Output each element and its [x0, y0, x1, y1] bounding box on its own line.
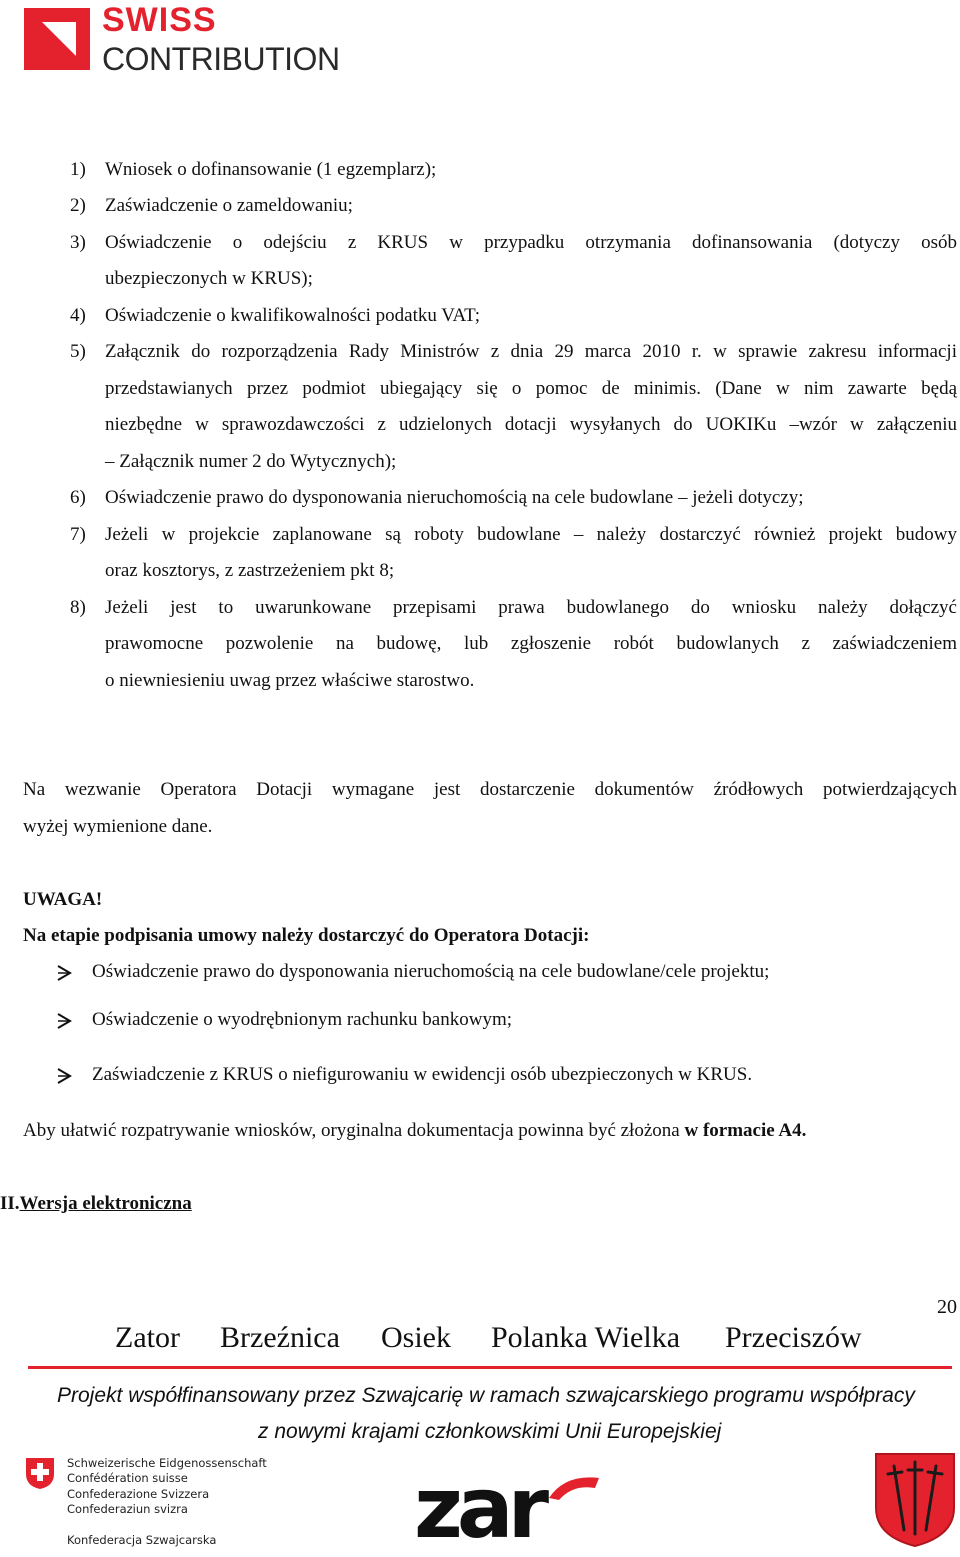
section-heading [0, 1192, 192, 1216]
cofinancing-note: Projekt współfinansowany przez Szwajcarię w ramach szwajcarskiego programu współpracy [57, 1384, 915, 1407]
list-number: 7) [70, 524, 86, 545]
list-item-text: prawomocne pozwolenie na budowę, lub zgłoszenie robót budowlanych z zaświadczeniem [105, 633, 957, 654]
a4-note-bold: w formacie A4. [684, 1120, 807, 1141]
a4-note-text: Aby ułatwić rozpatrywanie wniosków, oryginalna dokumentacja powinna być złożona [23, 1120, 685, 1141]
list-item-text: Jeżeli jest to uwarunkowane przepisami prawa budowlanego do wniosku należy dołączyć [105, 597, 957, 618]
list-item-text: Oświadczenie o kwalifikowalności podatku VAT; [105, 305, 481, 326]
list-item-text: Jeżeli w projekcie zaplanowane są roboty budowlane – należy dostarczyć również projekt budowy [105, 524, 957, 545]
coat-of-arms-icon [874, 1452, 956, 1548]
list-item-text: Zaświadczenie o zameldowaniu; [105, 195, 353, 216]
swiss-contribution-logo-mark [24, 8, 90, 70]
list-number: 1) [70, 159, 86, 180]
list-number: 2) [70, 195, 86, 216]
section-title: Wersja elektroniczna [19, 1193, 192, 1214]
a4-format-note [23, 1119, 806, 1143]
town-name: Polanka Wielka [491, 1321, 681, 1354]
list-number: 4) [70, 305, 86, 326]
bullet-item: Zaświadczenie z KRUS o niefigurowaniu w ewidencji osób ubezpieczonych w KRUS. [92, 1064, 753, 1085]
list-item-text: o niewniesieniu uwag przez właściwe starostwo. [105, 670, 475, 691]
town-name: Osiek [381, 1321, 451, 1354]
list-item-text: Załącznik do rozporządzenia Rady Ministrów z dnia 29 marca 2010 r. w sprawie zakresu informacji [105, 341, 957, 362]
logo-text-swiss: SWISS [102, 1, 217, 39]
list-item-text: niezbędne w sprawozdawczości z udzielonych dotacji wysyłanych do UOKIKu –wzór w załączeniu [105, 414, 957, 435]
list-number: 8) [70, 597, 86, 618]
section-number: II. [0, 1193, 20, 1214]
list-item-text: – Załącznik numer 2 do Wytycznych); [105, 451, 397, 472]
confederation-name: Confederazione Svizzera [67, 1487, 210, 1501]
list-number: 3) [70, 232, 86, 253]
page-number: 20 [937, 1296, 957, 1318]
bullet-item: Oświadczenie prawo do dysponowania nieruchomością na cele budowlane/cele projektu; [92, 961, 770, 982]
zar-logo-accent [545, 1472, 603, 1502]
list-item-text: Oświadczenie o odejściu z KRUS w przypadku otrzymania dofinansowania (dotyczy osób [105, 232, 957, 253]
confederation-name-pl: Konfederacja Szwajcarska [67, 1533, 217, 1547]
signing-heading: Na etapie podpisania umowy należy dostarczyć do Operatora Dotacji: [23, 925, 590, 946]
cofinancing-note: z nowymi krajami członkowskimi Unii Europejskiej [258, 1420, 722, 1443]
list-item-text: przedstawianych przez podmiot ubiegający się o pomoc de minimis. (Dane w nim zawarte będą [105, 378, 957, 399]
confederation-name: Confederaziun svizra [67, 1502, 188, 1516]
town-name: Przeciszów [725, 1321, 862, 1354]
logo-text-contribution: CONTRIBUTION [102, 41, 340, 77]
arrow-bullet-icon [54, 964, 74, 982]
swiss-shield-icon [24, 1456, 56, 1490]
confederation-name: Confédération suisse [67, 1471, 188, 1485]
list-item-text: oraz kosztorys, z zastrzeżeniem pkt 8; [105, 560, 395, 581]
warning-heading: UWAGA! [23, 889, 103, 910]
zar-logo: zar [414, 1459, 543, 1557]
list-item-text: ubezpieczonych w KRUS); [105, 268, 313, 289]
list-number: 6) [70, 487, 86, 508]
arrow-bullet-icon [54, 1067, 74, 1085]
footer-divider [28, 1366, 952, 1369]
list-number: 5) [70, 341, 86, 362]
confederation-name: Schweizerische Eidgenossenschaft [67, 1456, 267, 1470]
logo-triangle-icon [24, 8, 90, 70]
list-item-text: Wniosek o dofinansowanie (1 egzemplarz); [105, 159, 437, 180]
bullet-item: Oświadczenie o wyodrębnionym rachunku bankowym; [92, 1009, 513, 1030]
list-item-text: Oświadczenie prawo do dysponowania nieruchomością na cele budowlane – jeżeli dotyczy; [105, 487, 804, 508]
paragraph-line: Na wezwanie Operatora Dotacji wymagane jest dostarczenie dokumentów źródłowych potwierdzających [23, 779, 957, 800]
town-name: Zator [115, 1321, 180, 1354]
arrow-bullet-icon [54, 1012, 74, 1030]
town-name: Brzeźnica [220, 1321, 340, 1354]
paragraph-line: wyżej wymienione dane. [23, 816, 213, 837]
